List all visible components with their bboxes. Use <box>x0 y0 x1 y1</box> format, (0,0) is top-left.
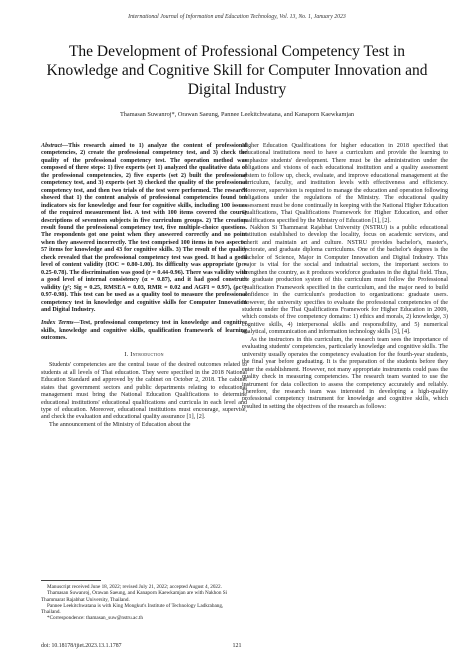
footnotes <box>41 584 241 622</box>
index-terms-text: —Test, professional competency test in knowledge and cognitive skills, knowledge and cognitive skills, qualification framework of learning outcomes. <box>41 320 247 342</box>
footnote-affiliation: Thamasan Suwanroj, Orawan Saeung, and Kanaporn Kaewkamjan are with Nakhon Si Thammarat Rajabhat University, Thailand. <box>41 590 228 603</box>
paper-title: The Development of Professional Competency Test in Knowledge and Cognitive Skill for Computer Innovation and Digital Industry <box>46 43 428 98</box>
intro-paragraph: Students' competencies are the central issue of the desired outcomes related to students at all levels of Thai education. They were specified in the 2018 National Education Standard and approved by the cabinet on October 2, 2018. The cabinet states that government sectors and public departments relating to educational management must bring the National Education Qualifications to determine educational institutions' educational qualifications and curricula in each level and type of education. Moreover, educational institutions must encourage, supervise, and check the evaluation and educational quality assurance [1], [2]. <box>41 362 247 421</box>
footnote-correspondence: *Correspondence: thamasan_suw@nstru.ac.th <box>47 615 143 622</box>
body-paragraph: As the instructors in this curriculum, the research team sees the importance of evaluating students' competencies, particularly knowledge and cognitive skills. The university usually operates the competency evaluation for the fourth-year students, the final year before graduating. It is the preparation of the students before they enter the establishment. However, not many appropriate instruments could pass the quality check in measuring competencies. The research team wanted to use the instrument for data collection to assess the competency accurately and reliably. Therefore, the research team was interested in developing a high-quality professional competency instrument for knowledge and cognitive skills, which resulted in setting the objectives of the research as follows: <box>242 336 448 410</box>
left-column <box>41 143 247 429</box>
author-list: Thamasan Suwanroj*, Orawan Saeung, Pannee Leekitchwatana, and Kanaporn Kaewkamjan <box>119 111 355 118</box>
body-paragraph: Higher Education Qualifications for higher education in 2018 specified that educational institutions need to have a curriculum and provide the learning to emphasize students' development. There must be the administration under the obligations and visions of each educational institution and a quality assessment system to follow up, check, evaluate, and improve educational management at the curriculum, faculty, and institution levels with effectiveness and efficiency. Moreover, supervision is required to manage the education and operation following obligations under the regulations of the Ministry. The educational quality assessment must be done continually in keeping with the National Higher Education Qualifications, Thai Qualifications Framework for Higher Education, and other qualifications specified by the Ministry of Education [1], [2]. <box>242 143 448 224</box>
running-head: International Journal of Information and Education Technology, Vol. 13, No. 1, January 2023 <box>128 14 346 20</box>
page-number: 121 <box>232 643 242 649</box>
footnote-divider <box>41 580 101 581</box>
abstract <box>41 143 247 314</box>
intro-paragraph: The announcement of the Ministry of Education about the <box>49 421 191 428</box>
abstract-text: —This research aimed to 1) analyze the content of professional competencies, 2) create the professional competency test, and 3) check the quality of the professional competency test. The operation method was composed of three steps: 1) five experts (set 1) analyzed the qualitative data of the professional competencies, 2) five experts (set 2) built the professional competency test, and 3) experts (set 3) checked the quality of the professional competency test, and then two trials of the test were performed. The research showed that 1) the content analysis of professional competencies found ten indicators six for knowledge and four for cognitive skills, including 100 issues of the required measurement list. A test with 100 items covered the course descriptions of seventeen subjects in five curriculum groups. 2) The creation result found the professional competency test, five multiple-choice questions. The respondents got one point when they answered correctly and no point when they answered incorrectly. The test comprised 100 items in two aspects: 57 items for knowledge and 43 for cognitive skills. 3) The result of the quality check revealed that the professional competency test was good. It had a good level of content validity (IOC = 0.80-1.00). Its difficulty was appropriate (p = 0.25-0.78). The discrimination was good (r = 0.44-0.96). There was validity with a good level of internal consistency (α = 0.87), and it had good construct validity (χ²; Sig = 0.25, RMSEA = 0.03, RMR = 0.02 and AGFI = 0.97), (ρc = 0.97-0.98). This test can be used as a quality tool to measure the professional competency test in knowledge and cognitive skills for Computer Innovation and Digital Industry. <box>41 143 247 313</box>
index-terms-label: Index Terms <box>41 320 74 327</box>
abstract-label: Abstract <box>41 143 62 149</box>
index-terms <box>41 320 247 342</box>
footnote-manuscript: Manuscript received June 18, 2022; revised July 21, 2022; accepted August 4, 2022. <box>47 584 222 590</box>
right-column <box>242 143 448 411</box>
footnote-affiliation: Pannee Leekitchwatana is with King Mongkut's Institute of Technology Ladkrabang, Thailand. <box>41 602 224 616</box>
section-heading-introduction: I. Introduction <box>124 350 164 358</box>
body-paragraph: Nakhon Si Thammarat Rajabhat University (NSTRU) is a public educational institution established to develop the locality, focus on academic services, and inherit and maintain art and culture. NSTRU provides bachelor's, master's, doctorate, and graduate diploma curriculums. One of the bachelor's degrees is the Bachelor of Science, Major in Computer Innovation and Digital Industry. This major is vital for the social and industrial sectors, the important sectors to strengthen the country, as it produces workforce graduates in the digital field. Thus, the graduate production system of this curriculum must follow the Professional Qualification Framework specified in the curriculum, and the major need to build confidence in the curriculum's production to organizations: graduate users. However, the university specifies to evaluate the professional competencies of the students under the Thai Qualifications Framework for Higher Education in 2009, which consists of five competency domains: 1) ethics and morals, 2) knowledge, 3) cognitive skills, 4) interpersonal skills and responsibility, and 5) numerical analytical, communication and information technology skills [3], [4]. <box>242 224 448 336</box>
doi-link[interactable]: doi: 10.18178/ijiet.2023.13.1.1787 <box>41 643 122 649</box>
